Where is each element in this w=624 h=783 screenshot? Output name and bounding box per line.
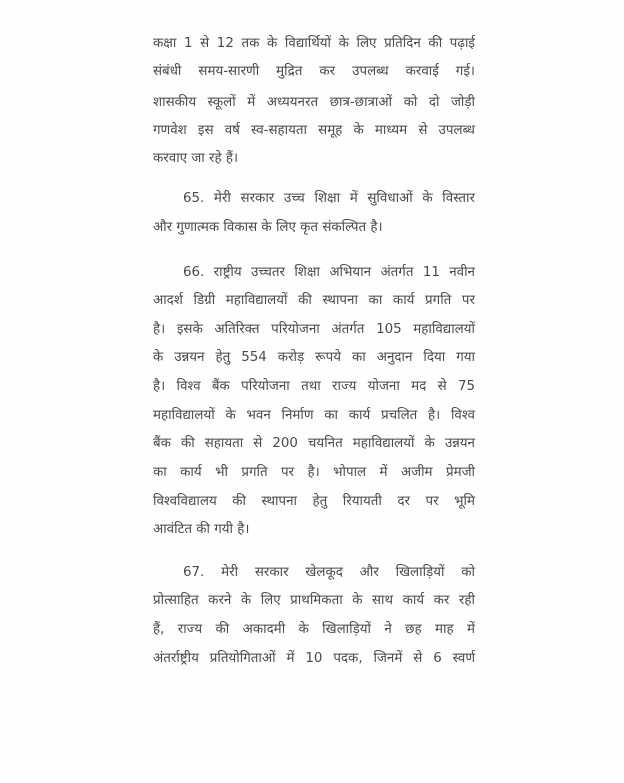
paragraph-67-line: हैं, राज्य की अकादमी के खिलाड़ियों ने छह माह में — [153, 622, 475, 637]
paragraph-67-line: अंतर्राष्ट्रीय प्रतियोगिताओं में 10 पदक, जिनमें से 6 स्वर्ण — [153, 651, 475, 666]
paragraph-line: गणवेश इस वर्ष स्व-सहायता समूह के माध्यम से उपलब्ध — [153, 123, 475, 138]
paragraph-66-line: आवंटित की गयी है। — [153, 522, 250, 537]
paragraph-66-line: 66. राष्ट्रीय उच्चतर शिक्षा अभियान अंतर्गत 11 नवीन — [183, 265, 475, 280]
paragraph-67-line: 67. मेरी सरकार खेलकूद और खिलाड़ियों को — [183, 565, 475, 580]
paragraph-line: संबंधी समय-सारणी मुद्रित कर उपलब्ध करवाई गई। — [153, 64, 475, 79]
paragraph-line: करवाए जा रहे हैं। — [153, 151, 239, 166]
paragraph-line: शासकीय स्कूलों में अध्ययनरत छात्र-छात्राओं को दो जोड़ी — [153, 95, 475, 110]
paragraph-66-line: आदर्श डिग्री महाविद्यालयों की स्थापना का कार्य प्रगति पर — [153, 293, 475, 308]
paragraph-66-line: बैंक की सहायता से 200 चयनित महाविद्यालयों के उन्नयन — [153, 436, 475, 451]
paragraph-66-line: विश्वविद्यालय की स्थापना हेतु रियायती दर पर भूमि — [153, 494, 475, 509]
paragraph-66-line: का कार्य भी प्रगति पर है। भोपाल में अजीम प्रेमजी — [153, 465, 475, 480]
paragraph-66-line: है। विश्व बैंक परियोजना तथा राज्य योजना मद से 75 — [153, 379, 475, 394]
paragraph-66-line: है। इसके अतिरिक्त परियोजना अंतर्गत 105 महाविद्यालयों — [153, 322, 475, 337]
paragraph-66-line: महाविद्यालयों के भवन निर्माण का कार्य प्रचलित है। विश्व — [153, 408, 475, 423]
paragraph-67-line: प्रोत्साहित करने के लिए प्राथमिकता के साथ कार्य कर रही — [153, 593, 475, 608]
paragraph-line: कक्षा 1 से 12 तक के विद्यार्थियों के लिए प्रतिदिन की पढ़ाई — [153, 36, 475, 51]
paragraph-65-line: और गुणात्मक विकास के लिए कृत संकल्पित है। — [153, 220, 383, 235]
paragraph-66-line: के उन्नयन हेतु 554 करोड़ रूपये का अनुदान दिया गया — [153, 350, 475, 365]
paragraph-65-line: 65. मेरी सरकार उच्च शिक्षा में सुविधाओं के विस्तार — [183, 191, 475, 206]
